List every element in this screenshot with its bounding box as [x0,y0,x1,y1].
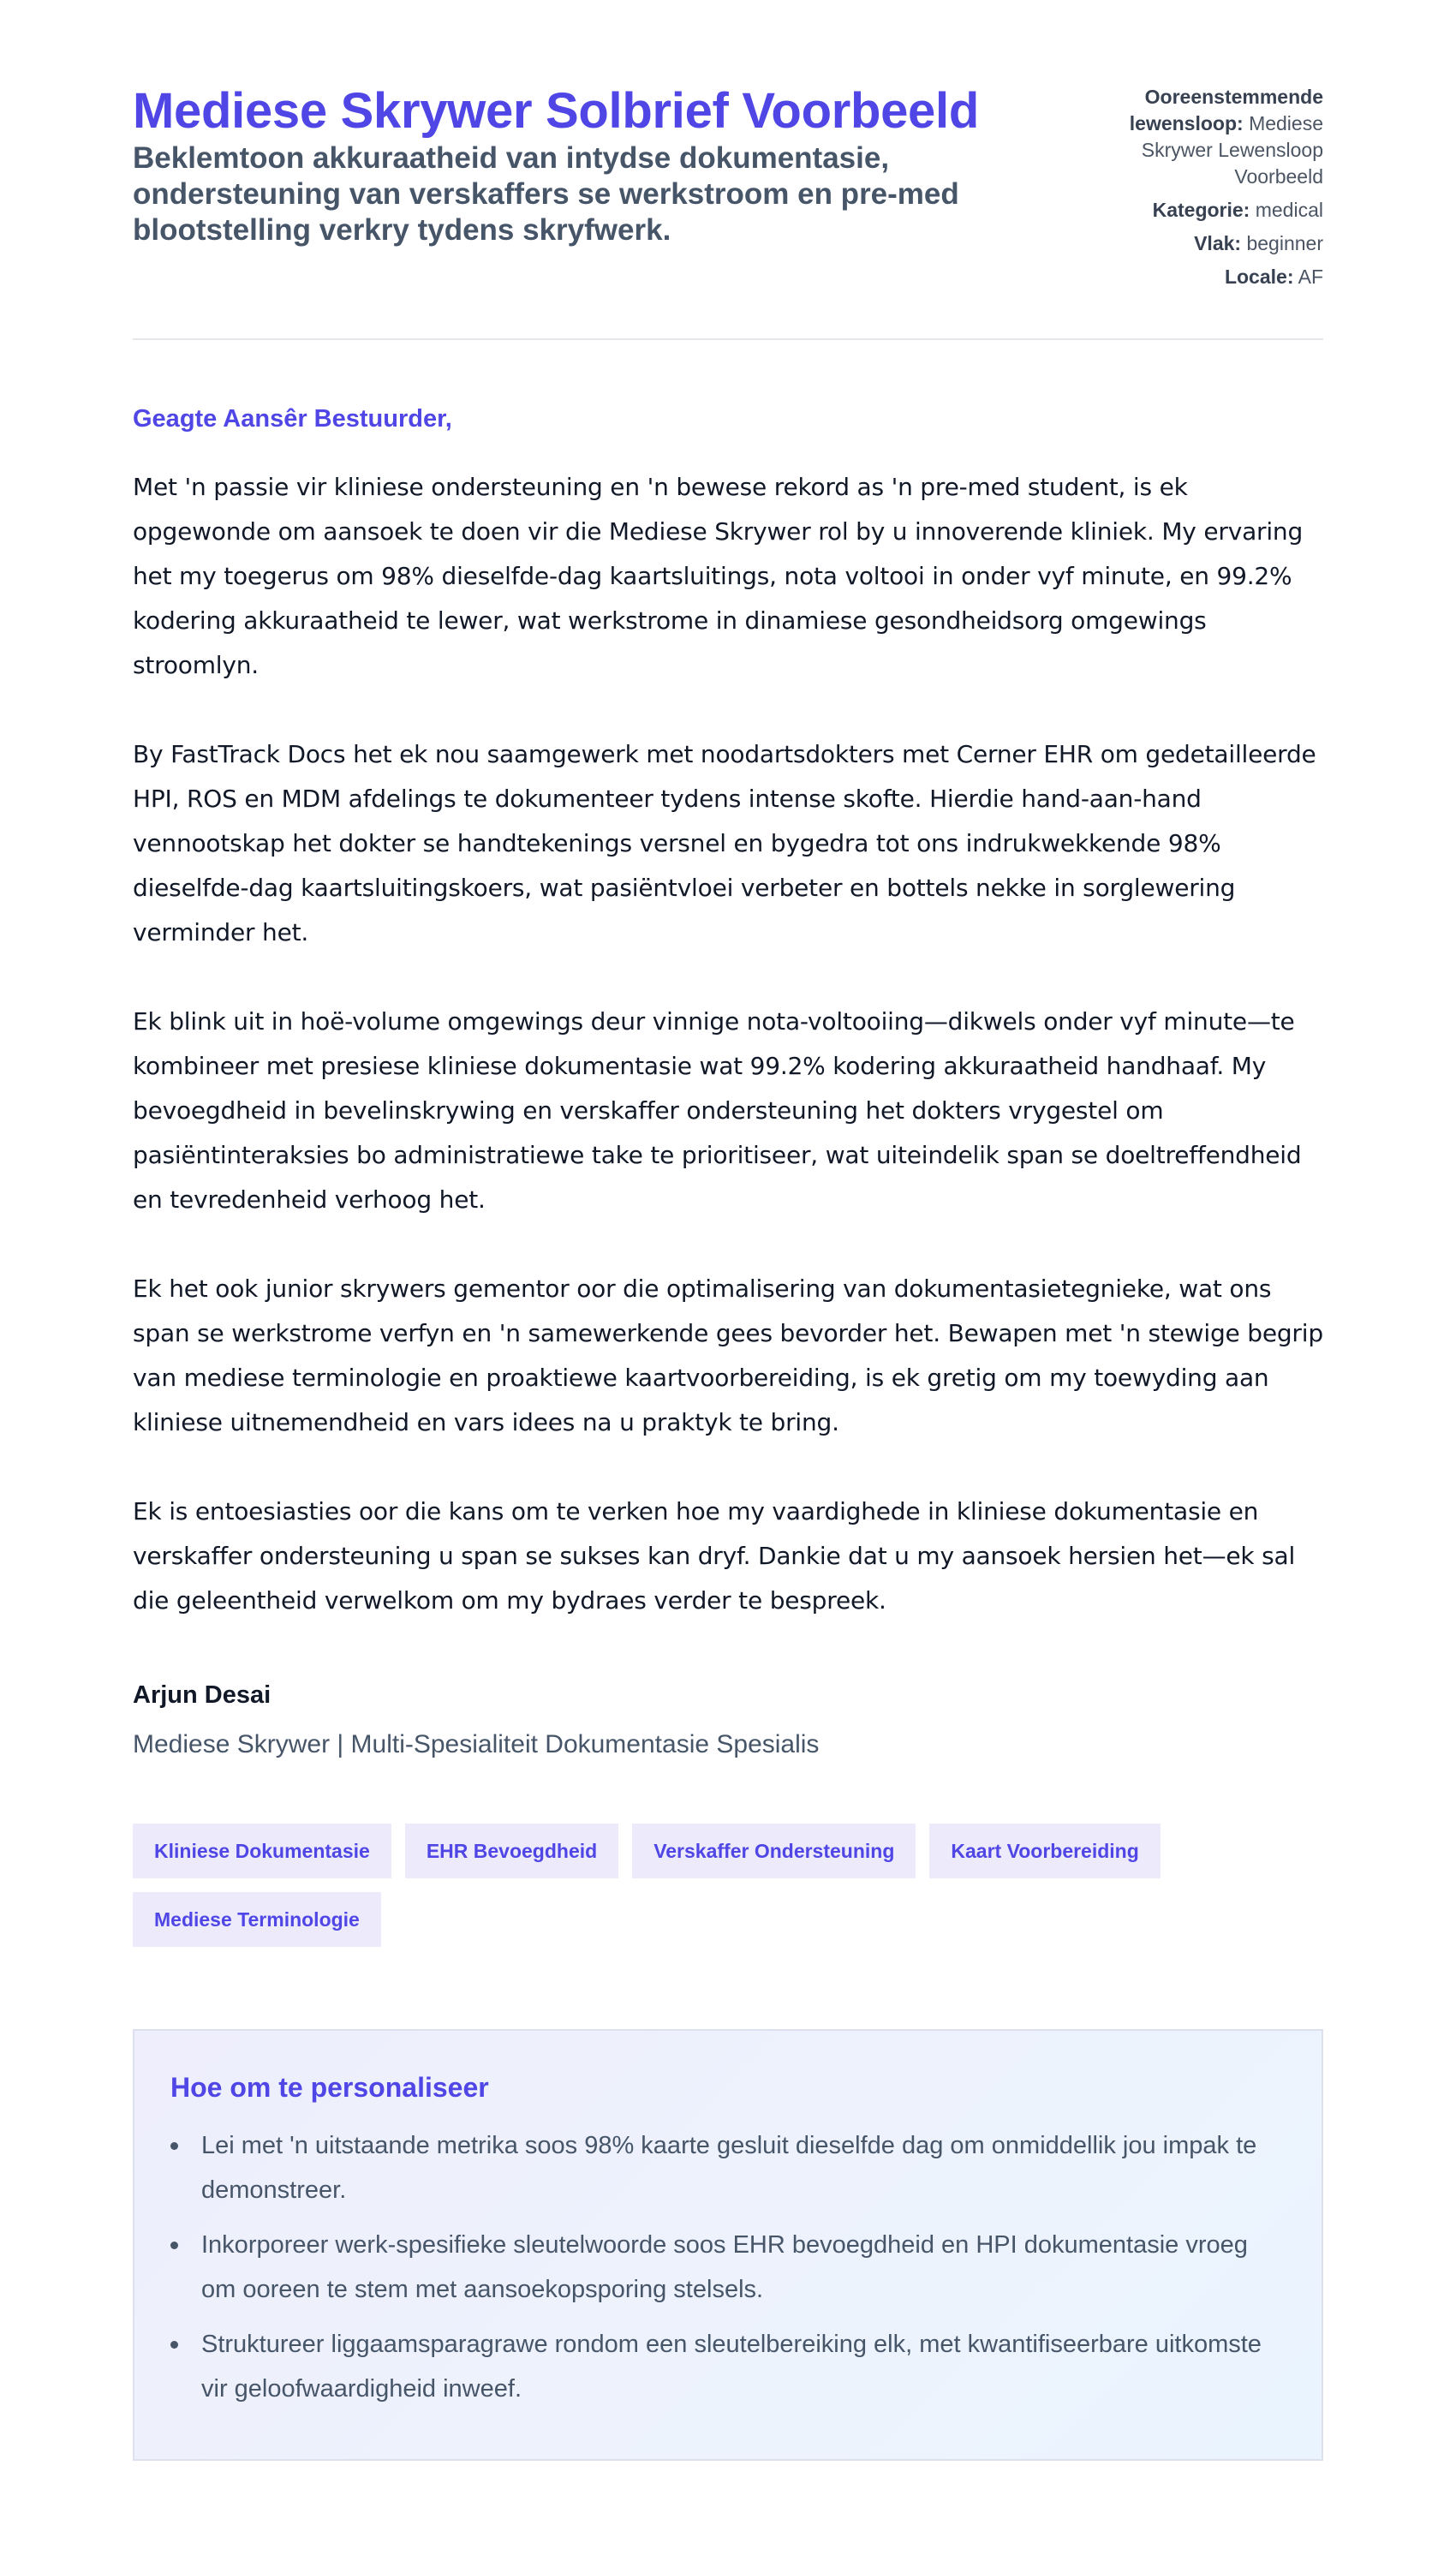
page-header [133,82,1323,340]
signature-name: Arjun Desai [133,1681,272,1709]
letter-paragraph: Ek het ook junior skrywers gementor oor die optimalisering van dokumentasietegnieke, wat ons span se werkstrome verfyn en 'n samewerkende gees bevorder het. Bewapen met 'n stewige begrip van mediese terminologie en proaktiewe kaartvoorbereiding, is ek gretig om my toewyding aan kliniese uitnemendheid en vars idees na u praktyk te bring. [133,1275,1323,1436]
skill-tag: Kaart Voorbereiding [929,1824,1160,1878]
letter-paragraph: Ek blink uit in hoë-volume omgewings deur vinnige nota-voltooiing—dikwels onder vyf minute—te kombineer met presiese kliniese dokumentasie wat 99.2% kodering akkuraatheid handhaaf. My bevoegdheid in bevelinskrywing en verskaffer ondersteuning het dokters vrygestel om pasiëntinteraksies bo administratiewe take te prioritiseer, wat uiteindelik span se doeltreffendheid en tevredenheid verhoog het. [133,1007,1302,1214]
letter-paragraph: Met 'n passie vir kliniese ondersteuning en 'n bewese rekord as 'n pre-med student, is ek opgewonde om aansoek te doen vir die Mediese Skrywer rol by u innoverende kliniek. My ervaring het my toegerus om 98% dieselfde-dag kaartsluitings, nota voltooi in onder vyf minute, en 99.2% kodering akkuraatheid te lewer, wat werkstrome in dinamiese gesondheidsorg omgewings stroomlyn. [133,473,1304,679]
meta-value: Mediese Skrywer Lewensloop Voorbeeld [1141,112,1323,188]
meta-key: Kategorie: [1152,199,1250,221]
meta-locale [1075,264,1323,290]
personalize-tips-box [133,2029,1323,2461]
meta-value: AF [1298,266,1323,288]
salutation: Geagte Aansêr Bestuurder, [133,405,452,433]
page-title: Mediese Skrywer Solbrief Voorbeeld [133,83,979,139]
skill-tag: Verskaffer Ondersteuning [632,1824,916,1878]
meta-category [1075,197,1323,224]
skill-tags [133,1824,1246,1947]
signature-role: Mediese Skrywer | Multi-Spesialiteit Dokumentasie Spesialis [133,1730,820,1758]
meta-key: Vlak: [1194,232,1242,254]
meta-value: beginner [1246,232,1323,254]
meta-matching-resume [1075,84,1323,190]
tip-item [170,2123,1286,2212]
bullet-icon [170,2242,178,2249]
meta-key: Ooreenstemmende lewensloop: [1129,86,1323,134]
tip-text: Struktureer liggaamsparagrawe rondom een sleutelbereiking elk, met kwantifiseerbare uitkomste vir geloofwaardigheid inweef. [201,2331,1262,2403]
tip-text: Lei met 'n uitstaande metrika soos 98% kaarte gesluit dieselfde dag om onmiddellik jou impak te demonstreer. [201,2132,1257,2204]
skill-tag: Mediese Terminologie [133,1892,381,1947]
letter-body [133,402,1323,1762]
tips-list [170,2123,1286,2411]
letter-paragraph: Ek is entoesiasties oor die kans om te verken hoe my vaardighede in kliniese dokumentasie en verskaffer ondersteuning u span se sukses kan dryf. Dankie dat u my aansoek hersien het—ek sal die geleentheid verwelkom om my bydraes verder te bespreek. [133,1497,1296,1615]
bullet-icon [170,2341,178,2349]
meta-value: medical [1255,199,1323,221]
skill-tag: EHR Bevoegdheid [405,1824,618,1878]
tip-text: Inkorporeer werk-spesifieke sleutelwoorde soos EHR bevoegdheid en HPI dokumentasie vroeg om ooreen te stem met aansoekopsporing stelsels. [201,2231,1248,2303]
signature-block [133,1678,1323,1762]
meta-panel [1075,84,1323,297]
tips-title: Hoe om te personaliseer [170,2072,489,2103]
letter-paragraphs [133,465,1323,1623]
meta-level [1075,230,1323,257]
meta-key: Locale: [1224,266,1294,288]
skill-tag: Kliniese Dokumentasie [133,1824,391,1878]
tip-item [170,2223,1286,2312]
letter-paragraph: By FastTrack Docs het ek nou saamgewerk met noodartsdokters met Cerner EHR om gedetailleerde HPI, ROS en MDM afdelings te dokumenteer tydens intense skofte. Hierdie hand-aan-hand vennootskap het dokter se handtekenings versnel en bygedra tot ons indrukwekkende 98% dieselfde-dag kaartsluitingskoers, wat pasiëntvloei verbeter en bottels nekke in sorglewering verminder het. [133,740,1316,946]
header-titles [133,82,1041,248]
bullet-icon [170,2142,178,2150]
page-subtitle: Beklemtoon akkuraatheid van intydse dokumentasie, ondersteuning van verskaffers se werkstroom en pre-med blootstelling verkry tydens skryfwerk. [133,141,959,247]
tip-item [170,2322,1286,2411]
